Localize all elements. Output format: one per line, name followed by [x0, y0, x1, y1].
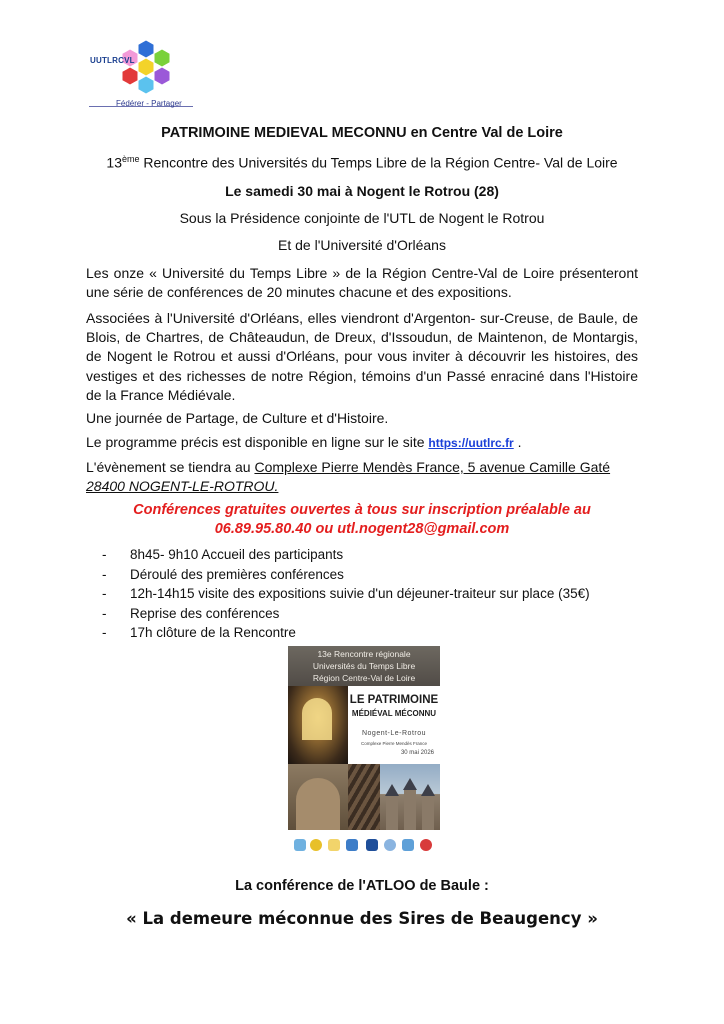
- partner-logo-icon: [310, 839, 322, 851]
- subtitle-number: 13: [106, 154, 122, 171]
- poster-title-2: MÉDIÉVAL MÉCONNU: [351, 709, 437, 718]
- associates-paragraph: Associées à l'Université d'Orléans, elles viendront d'Argenton- sur-Creuse, de Baule, de Blois, de Chartres, de Châteaudun, de Dreux, d'Issoudun, de Maintenon, de Montargis, de Nogent le Rotrou et aussi d'Orléans, pour vous inviter à découvrir les histoires, des vestiges et des richesses de notre Région, témoins d'un Passé enraciné dans l'Histoire de la France Médiévale.: [86, 310, 638, 403]
- partner-logo-icon: [294, 839, 306, 851]
- presidency-line-2: Et de l'Université d'Orléans: [278, 237, 446, 253]
- logo-name: UUTLRCVL: [90, 56, 135, 65]
- website-link[interactable]: https://uutlrc.fr: [428, 436, 514, 450]
- registration-contact: 06.89.95.80.40 ou utl.nogent28@gmail.com: [214, 521, 510, 537]
- conference-title: « La demeure méconnue des Sires de Beaugency »: [126, 909, 598, 928]
- partner-logo-icon: [328, 839, 340, 851]
- hexagon-logo-icon: [86, 36, 196, 108]
- poster-partner-logos: [288, 830, 440, 860]
- uutlrcvl-logo: [86, 36, 196, 108]
- partner-logo-icon: [346, 839, 358, 851]
- document-title: PATRIMOINE MEDIEVAL MECONNU en Centre Val de Loire: [161, 125, 563, 141]
- poster-head-line-3: Région Centre-Val de Loire: [312, 673, 416, 683]
- event-poster: [288, 646, 440, 860]
- logo-tagline: Fédérer - Partager: [116, 99, 182, 108]
- poster-header: [288, 646, 440, 686]
- poster-church-photo: [288, 764, 348, 830]
- event-subtitle: [80, 154, 644, 171]
- presidency-line-1: Sous la Présidence conjointe de l'UTL de Nogent le Rotrou: [179, 210, 545, 226]
- registration-notice: [100, 501, 624, 539]
- schedule-list: [102, 545, 642, 643]
- venue-paragraph: [86, 458, 638, 496]
- venue-city: 28400 NOGENT-LE-ROTROU.: [86, 478, 279, 495]
- poster-timber-photo: [348, 764, 380, 830]
- program-text: Le programme précis est disponible en ligne sur le site: [86, 434, 429, 450]
- schedule-item: - Reprise des conférences: [102, 605, 280, 621]
- program-paragraph: [86, 433, 638, 453]
- poster-head-line-1: 13e Rencontre régionale: [317, 649, 411, 659]
- conference-intro: La conférence de l'ATLOO de Baule :: [235, 878, 489, 894]
- poster-title-1: LE PATRIMOINE: [349, 694, 439, 706]
- day-description: Une journée de Partage, de Culture et d'Histoire.: [86, 410, 389, 426]
- venue-intro: L'évènement se tiendra au: [86, 459, 255, 475]
- poster-venue: Complexe Pierre Mendès France: [360, 741, 428, 746]
- poster-castle-photo: [380, 764, 440, 830]
- poster-place: Nogent-Le-Rotrou: [361, 730, 427, 737]
- schedule-item: - 8h45- 9h10 Accueil des participants: [102, 547, 344, 562]
- partner-logo-icon: [420, 839, 432, 851]
- subtitle-text: Rencontre des Universités du Temps Libre de la Région Centre- Val de Loire: [139, 154, 618, 171]
- poster-date: 30 mai 2026: [400, 750, 434, 756]
- subtitle-ordinal: ème: [121, 154, 140, 164]
- schedule-item: - 17h clôture de la Rencontre: [102, 625, 296, 640]
- partner-logo-icon: [366, 839, 378, 851]
- poster-title-panel: [348, 686, 440, 764]
- intro-paragraph: Les onze « Université du Temps Libre » de la Région Centre-Val de Loire présenteront une série de conférences de 20 minutes chacune et des expositions.: [86, 265, 638, 301]
- registration-line-1: Conférences gratuites ouvertes à tous sur inscription préalable au: [133, 502, 591, 518]
- partner-logo-icon: [402, 839, 414, 851]
- schedule-item: - Déroulé des premières conférences: [102, 566, 344, 582]
- schedule-item: - 12h-14h15 visite des expositions suivie d'un déjeuner-traiteur sur place (35€): [102, 586, 590, 601]
- poster-staircase-photo: [288, 686, 348, 764]
- partner-logo-icon: [384, 839, 396, 851]
- event-date: Le samedi 30 mai à Nogent le Rotrou (28): [225, 183, 499, 199]
- venue-address: Complexe Pierre Mendès France, 5 avenue Camille Gaté: [254, 459, 611, 475]
- program-end: .: [513, 434, 522, 450]
- poster-head-line-2: Universités du Temps Libre: [312, 661, 416, 671]
